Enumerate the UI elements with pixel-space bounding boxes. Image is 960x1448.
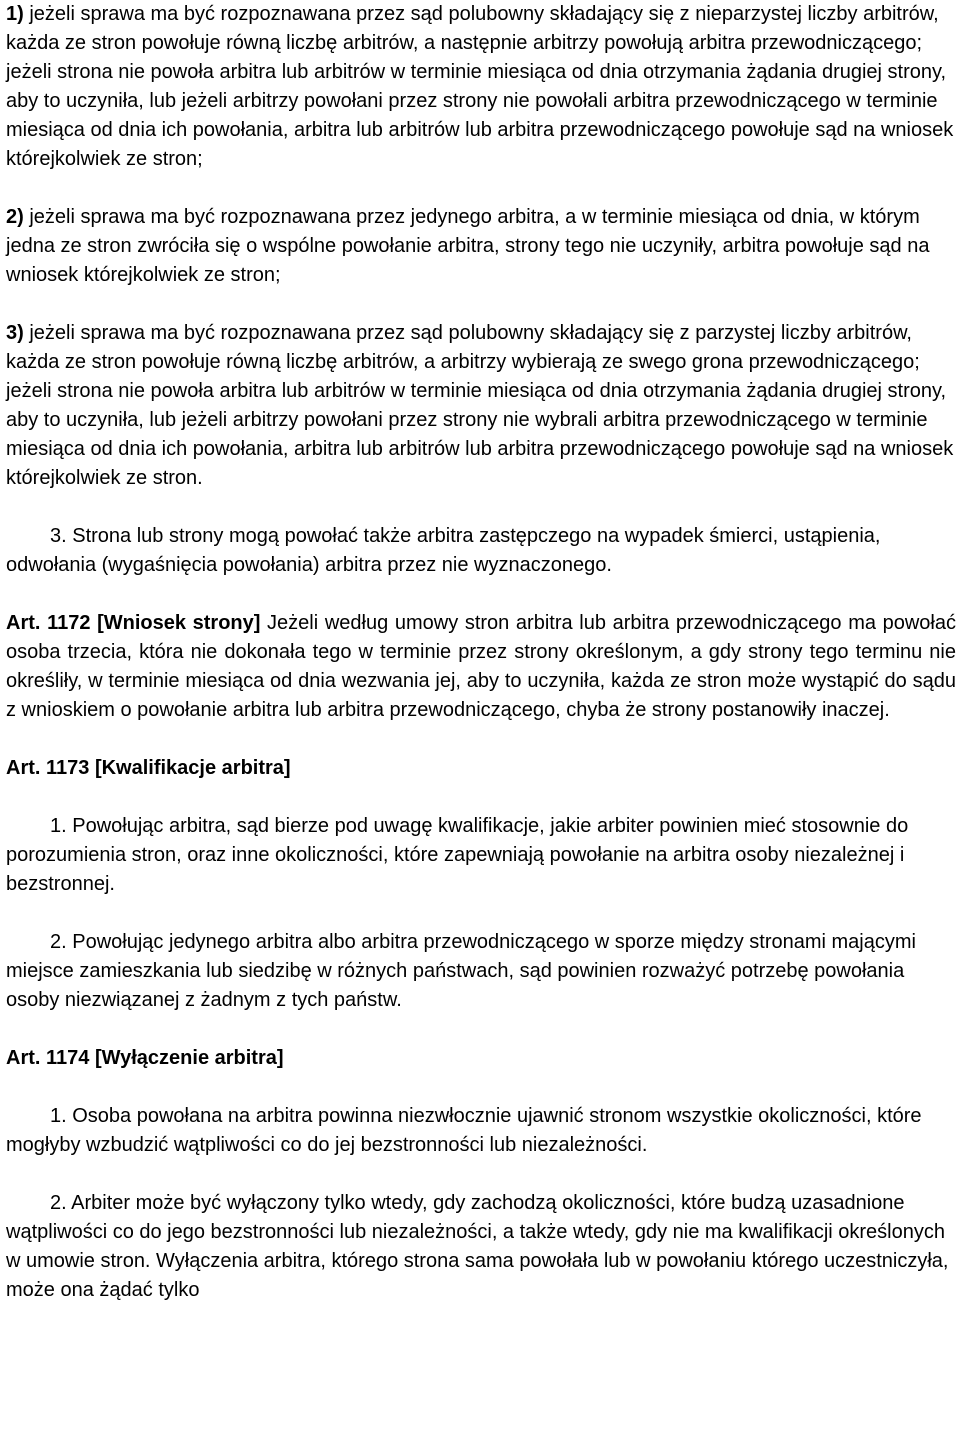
item-text: jeżeli sprawa ma być rozpoznawana przez jedynego arbitra, a w terminie miesiąca od dnia, w którym jedna ze stron zwróciła się o wspólne powołanie arbitra, strony tego nie uczyniły, arbitra powołuje sąd na wniosek którejkolwiek ze stron; — [6, 206, 930, 286]
paragraph-text: 3. Strona lub strony mogą powołać także arbitra zastępczego na wypadek śmierci, ustąpienia, odwołania (wygaśnięcia powołania) arbitra przez nie wyznaczonego. — [6, 525, 881, 576]
article-1173-heading: Art. 1173 [Kwalifikacje arbitra] — [6, 757, 291, 779]
paragraph-text: 1. Osoba powołana na arbitra powinna niezwłocznie ujawnić stronom wszystkie okoliczności, które mogłyby wzbudzić wątpliwości co do jej bezstronności lub niezależności. — [6, 1105, 922, 1156]
spacer — [6, 783, 956, 812]
article-text: Jeżeli według umowy stron arbitra lub arbitra przewodniczącego ma powołać osoba trzecia, która nie dokonała tego w terminie przez strony określonym, a gdy strony tego terminu nie określiły, w terminie miesiąca od dnia wezwania jej, aby to uczyniła, każda ze stron może wystąpić do sądu z wnioskiem o powołanie arbitra lub arbitra przewodniczącego, chyba że strony postanowiły inaczej. — [6, 612, 956, 721]
paragraph-text: 2. Powołując jedynego arbitra albo arbitra przewodniczącego w sporze między stronami mającymi miejsce zamieszkania lub siedzibę w różnych państwach, sąd powinien rozważyć potrzebę powołania osoby niezwiązanej z żadnym z tych państw. — [6, 931, 916, 1011]
list-item-1 — [6, 0, 956, 174]
spacer — [6, 1073, 956, 1102]
article-1174-paragraph-1 — [6, 1102, 956, 1160]
article-1173-paragraph-1 — [6, 812, 956, 899]
spacer — [6, 1015, 956, 1044]
list-item-3 — [6, 319, 956, 493]
spacer — [6, 174, 956, 203]
article-1173-paragraph-2 — [6, 928, 956, 1015]
article-1174-paragraph-2 — [6, 1189, 956, 1305]
spacer — [6, 1160, 956, 1189]
list-item-2 — [6, 203, 956, 290]
article-1172 — [6, 609, 956, 725]
spacer — [6, 290, 956, 319]
article-heading: Art. 1172 [Wniosek strony] — [6, 612, 261, 634]
spacer — [6, 493, 956, 522]
item-text: jeżeli sprawa ma być rozpoznawana przez sąd polubowny składający się z parzystej liczby arbitrów, każda ze stron powołuje równą liczbę arbitrów, a arbitrzy wybierają ze swego grona przewodniczącego; jeżeli strona nie powoła arbitra lub arbitrów w terminie miesiąca od dnia otrzymania żądania drugiej strony, aby to uczyniła, lub jeżeli arbitrzy powołani przez strony nie wybrali arbitra przewodniczącego w terminie miesiąca od dnia ich powołania, arbitra lub arbitrów lub arbitra przewodniczącego powołuje sąd na wniosek którejkolwiek ze stron. — [6, 322, 954, 489]
article-1174-heading: Art. 1174 [Wyłączenie arbitra] — [6, 1047, 284, 1069]
paragraph-3 — [6, 522, 956, 580]
item-number: 2) — [6, 206, 24, 228]
spacer — [6, 725, 956, 754]
item-number: 1) — [6, 3, 24, 25]
item-text: jeżeli sprawa ma być rozpoznawana przez sąd polubowny składający się z nieparzystej liczby arbitrów, każda ze stron powołuje równą liczbę arbitrów, a następnie arbitrzy powołują arbitra przewodniczącego; jeżeli strona nie powoła arbitra lub arbitrów w terminie miesiąca od dnia otrzymania żądania drugiej strony, aby to uczyniła, lub jeżeli arbitrzy powołani przez strony nie powołali arbitra przewodniczącego w terminie miesiąca od dnia ich powołania, arbitra lub arbitrów lub arbitra przewodniczącego powołuje sąd na wniosek którejkolwiek ze stron; — [6, 3, 954, 170]
document-page — [6, 0, 956, 1305]
item-number: 3) — [6, 322, 24, 344]
paragraph-text: 1. Powołując arbitra, sąd bierze pod uwagę kwalifikacje, jakie arbiter powinien mieć stosownie do porozumienia stron, oraz inne okoliczności, które zapewniają powołanie na arbitra osoby niezależnej i bezstronnej. — [6, 815, 909, 895]
paragraph-text: 2. Arbiter może być wyłączony tylko wtedy, gdy zachodzą okoliczności, które budzą uzasadnione wątpliwości co do jego bezstronności lub niezależności, a także wtedy, gdy nie ma kwalifikacji określonych w umowie stron. Wyłączenia arbitra, którego strona sama powołała lub w powołaniu którego uczestniczyła, może ona żądać tylko — [6, 1192, 949, 1301]
spacer — [6, 899, 956, 928]
spacer — [6, 580, 956, 609]
